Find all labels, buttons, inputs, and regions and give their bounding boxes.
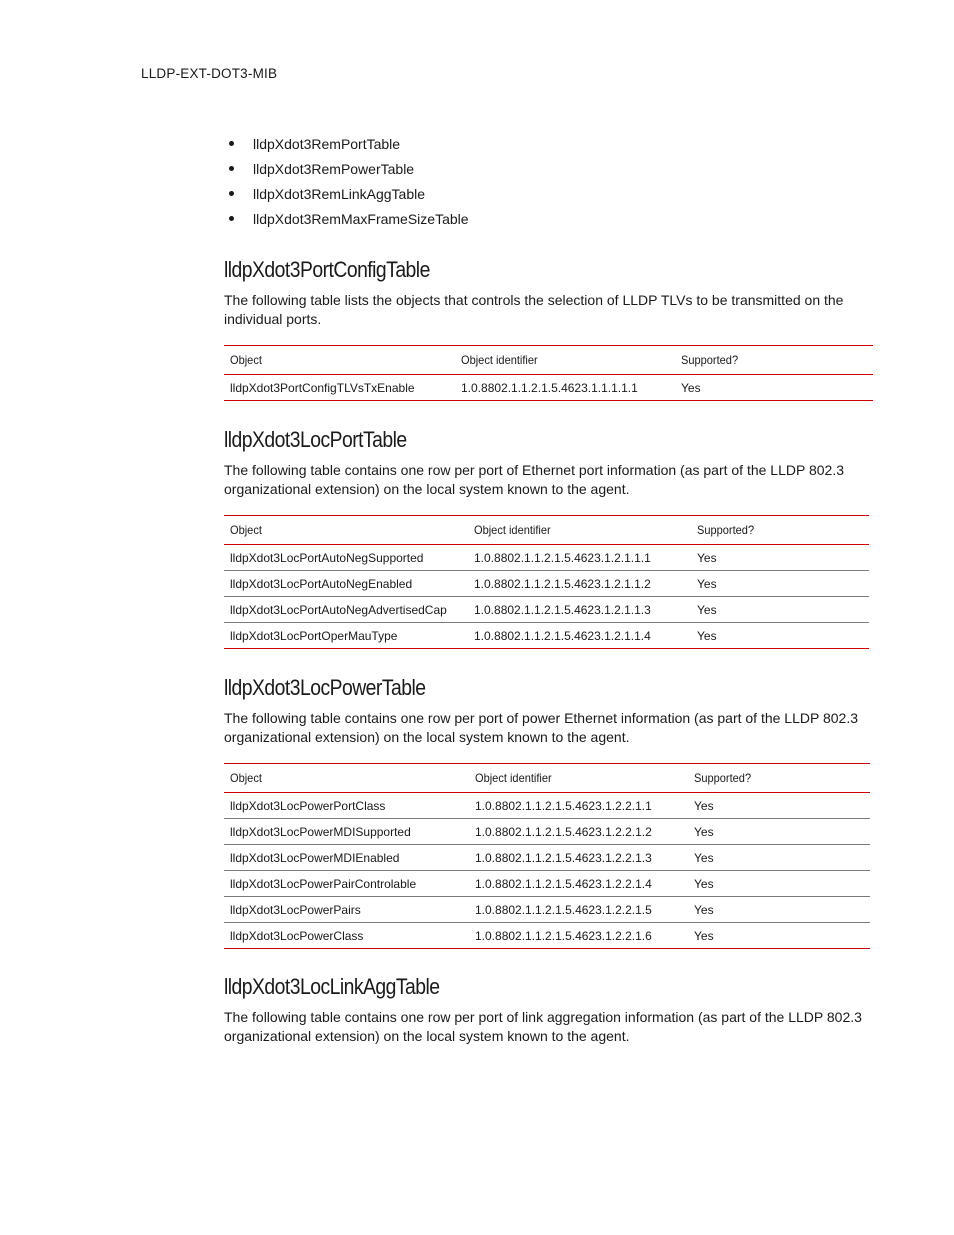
list-item: lldpXdot3RemLinkAggTable <box>224 184 469 209</box>
section-loc-link-agg-table <box>224 972 864 1046</box>
section-loc-port-table <box>224 425 869 649</box>
object-cell: lldpXdot3LocPowerPairs <box>224 897 469 923</box>
section-loc-power-table <box>224 673 870 949</box>
port-config-table <box>224 345 873 401</box>
column-header: Object <box>224 516 468 545</box>
table-row <box>224 819 870 845</box>
oid-cell: 1.0.8802.1.1.2.1.5.4623.1.2.2.1.3 <box>469 845 688 871</box>
object-cell: lldpXdot3LocPowerMDIEnabled <box>224 845 469 871</box>
object-cell: lldpXdot3LocPortOperMauType <box>224 623 468 649</box>
section-heading: lldpXdot3LocPortTable <box>224 427 407 452</box>
supported-cell: Yes <box>691 545 869 571</box>
table-header-row <box>224 764 870 793</box>
column-header: Object identifier <box>468 516 691 545</box>
column-header: Supported? <box>675 346 873 375</box>
table-row <box>224 375 873 401</box>
supported-cell: Yes <box>688 845 870 871</box>
oid-cell: 1.0.8802.1.1.2.1.5.4623.1.2.1.1.1 <box>468 545 691 571</box>
table-row <box>224 871 870 897</box>
column-header: Object <box>224 346 455 375</box>
table-row <box>224 545 869 571</box>
oid-cell: 1.0.8802.1.1.2.1.5.4623.1.2.2.1.5 <box>469 897 688 923</box>
table-row <box>224 623 869 649</box>
oid-cell: 1.0.8802.1.1.2.1.5.4623.1.2.1.1.4 <box>468 623 691 649</box>
supported-cell: Yes <box>675 375 873 401</box>
list-item: lldpXdot3RemPortTable <box>224 134 469 159</box>
object-cell: lldpXdot3LocPowerPairControlable <box>224 871 469 897</box>
object-cell: lldpXdot3LocPortAutoNegEnabled <box>224 571 468 597</box>
section-description: The following table lists the objects that controls the selection of LLDP TLVs to be transmitted on the individual ports. <box>224 292 844 327</box>
oid-cell: 1.0.8802.1.1.2.1.5.4623.1.2.1.1.2 <box>468 571 691 597</box>
table-row <box>224 845 870 871</box>
oid-cell: 1.0.8802.1.1.2.1.5.4623.1.2.2.1.6 <box>469 923 688 949</box>
list-item: lldpXdot3RemPowerTable <box>224 159 469 184</box>
table-row <box>224 793 870 819</box>
object-cell: lldpXdot3LocPortAutoNegAdvertisedCap <box>224 597 468 623</box>
remote-table-list <box>224 134 469 234</box>
object-cell: lldpXdot3LocPowerPortClass <box>224 793 469 819</box>
column-header: Supported? <box>688 764 870 793</box>
object-cell: lldpXdot3LocPortAutoNegSupported <box>224 545 468 571</box>
oid-cell: 1.0.8802.1.1.2.1.5.4623.1.2.2.1.2 <box>469 819 688 845</box>
supported-cell: Yes <box>691 571 869 597</box>
column-header: Object identifier <box>469 764 688 793</box>
section-description: The following table contains one row per port of Ethernet port information (as part of the LLDP 802.3 organizational extension) on the local system known to the agent. <box>224 462 844 497</box>
section-heading: lldpXdot3PortConfigTable <box>224 257 430 282</box>
oid-cell: 1.0.8802.1.1.2.1.5.4623.1.2.1.1.3 <box>468 597 691 623</box>
section-heading: lldpXdot3LocLinkAggTable <box>224 974 440 999</box>
column-header: Object identifier <box>455 346 675 375</box>
list-item: lldpXdot3RemMaxFrameSizeTable <box>224 209 469 234</box>
loc-power-table <box>224 763 870 949</box>
section-description: The following table contains one row per port of power Ethernet information (as part of the LLDP 802.3 organizational extension) on the local system known to the agent. <box>224 710 858 745</box>
section-port-config-table <box>224 255 873 401</box>
table-header-row <box>224 346 873 375</box>
table-row <box>224 923 870 949</box>
section-heading: lldpXdot3LocPowerTable <box>224 675 426 700</box>
supported-cell: Yes <box>691 623 869 649</box>
table-row <box>224 597 869 623</box>
oid-cell: 1.0.8802.1.1.2.1.5.4623.1.2.2.1.1 <box>469 793 688 819</box>
table-header-row <box>224 516 869 545</box>
table-row <box>224 897 870 923</box>
section-description: The following table contains one row per port of link aggregation information (as part of the LLDP 802.3 organizational extension) on the local system known to the agent. <box>224 1009 862 1044</box>
supported-cell: Yes <box>688 793 870 819</box>
column-header: Supported? <box>691 516 869 545</box>
supported-cell: Yes <box>688 897 870 923</box>
oid-cell: 1.0.8802.1.1.2.1.5.4623.1.2.2.1.4 <box>469 871 688 897</box>
oid-cell: 1.0.8802.1.1.2.1.5.4623.1.1.1.1.1 <box>455 375 675 401</box>
column-header: Object <box>224 764 469 793</box>
object-cell: lldpXdot3LocPowerMDISupported <box>224 819 469 845</box>
table-row <box>224 571 869 597</box>
supported-cell: Yes <box>688 871 870 897</box>
object-cell: lldpXdot3LocPowerClass <box>224 923 469 949</box>
loc-port-table <box>224 515 869 649</box>
supported-cell: Yes <box>688 923 870 949</box>
object-cell: lldpXdot3PortConfigTLVsTxEnable <box>224 375 455 401</box>
running-header: LLDP-EXT-DOT3-MIB <box>141 66 278 81</box>
supported-cell: Yes <box>691 597 869 623</box>
supported-cell: Yes <box>688 819 870 845</box>
